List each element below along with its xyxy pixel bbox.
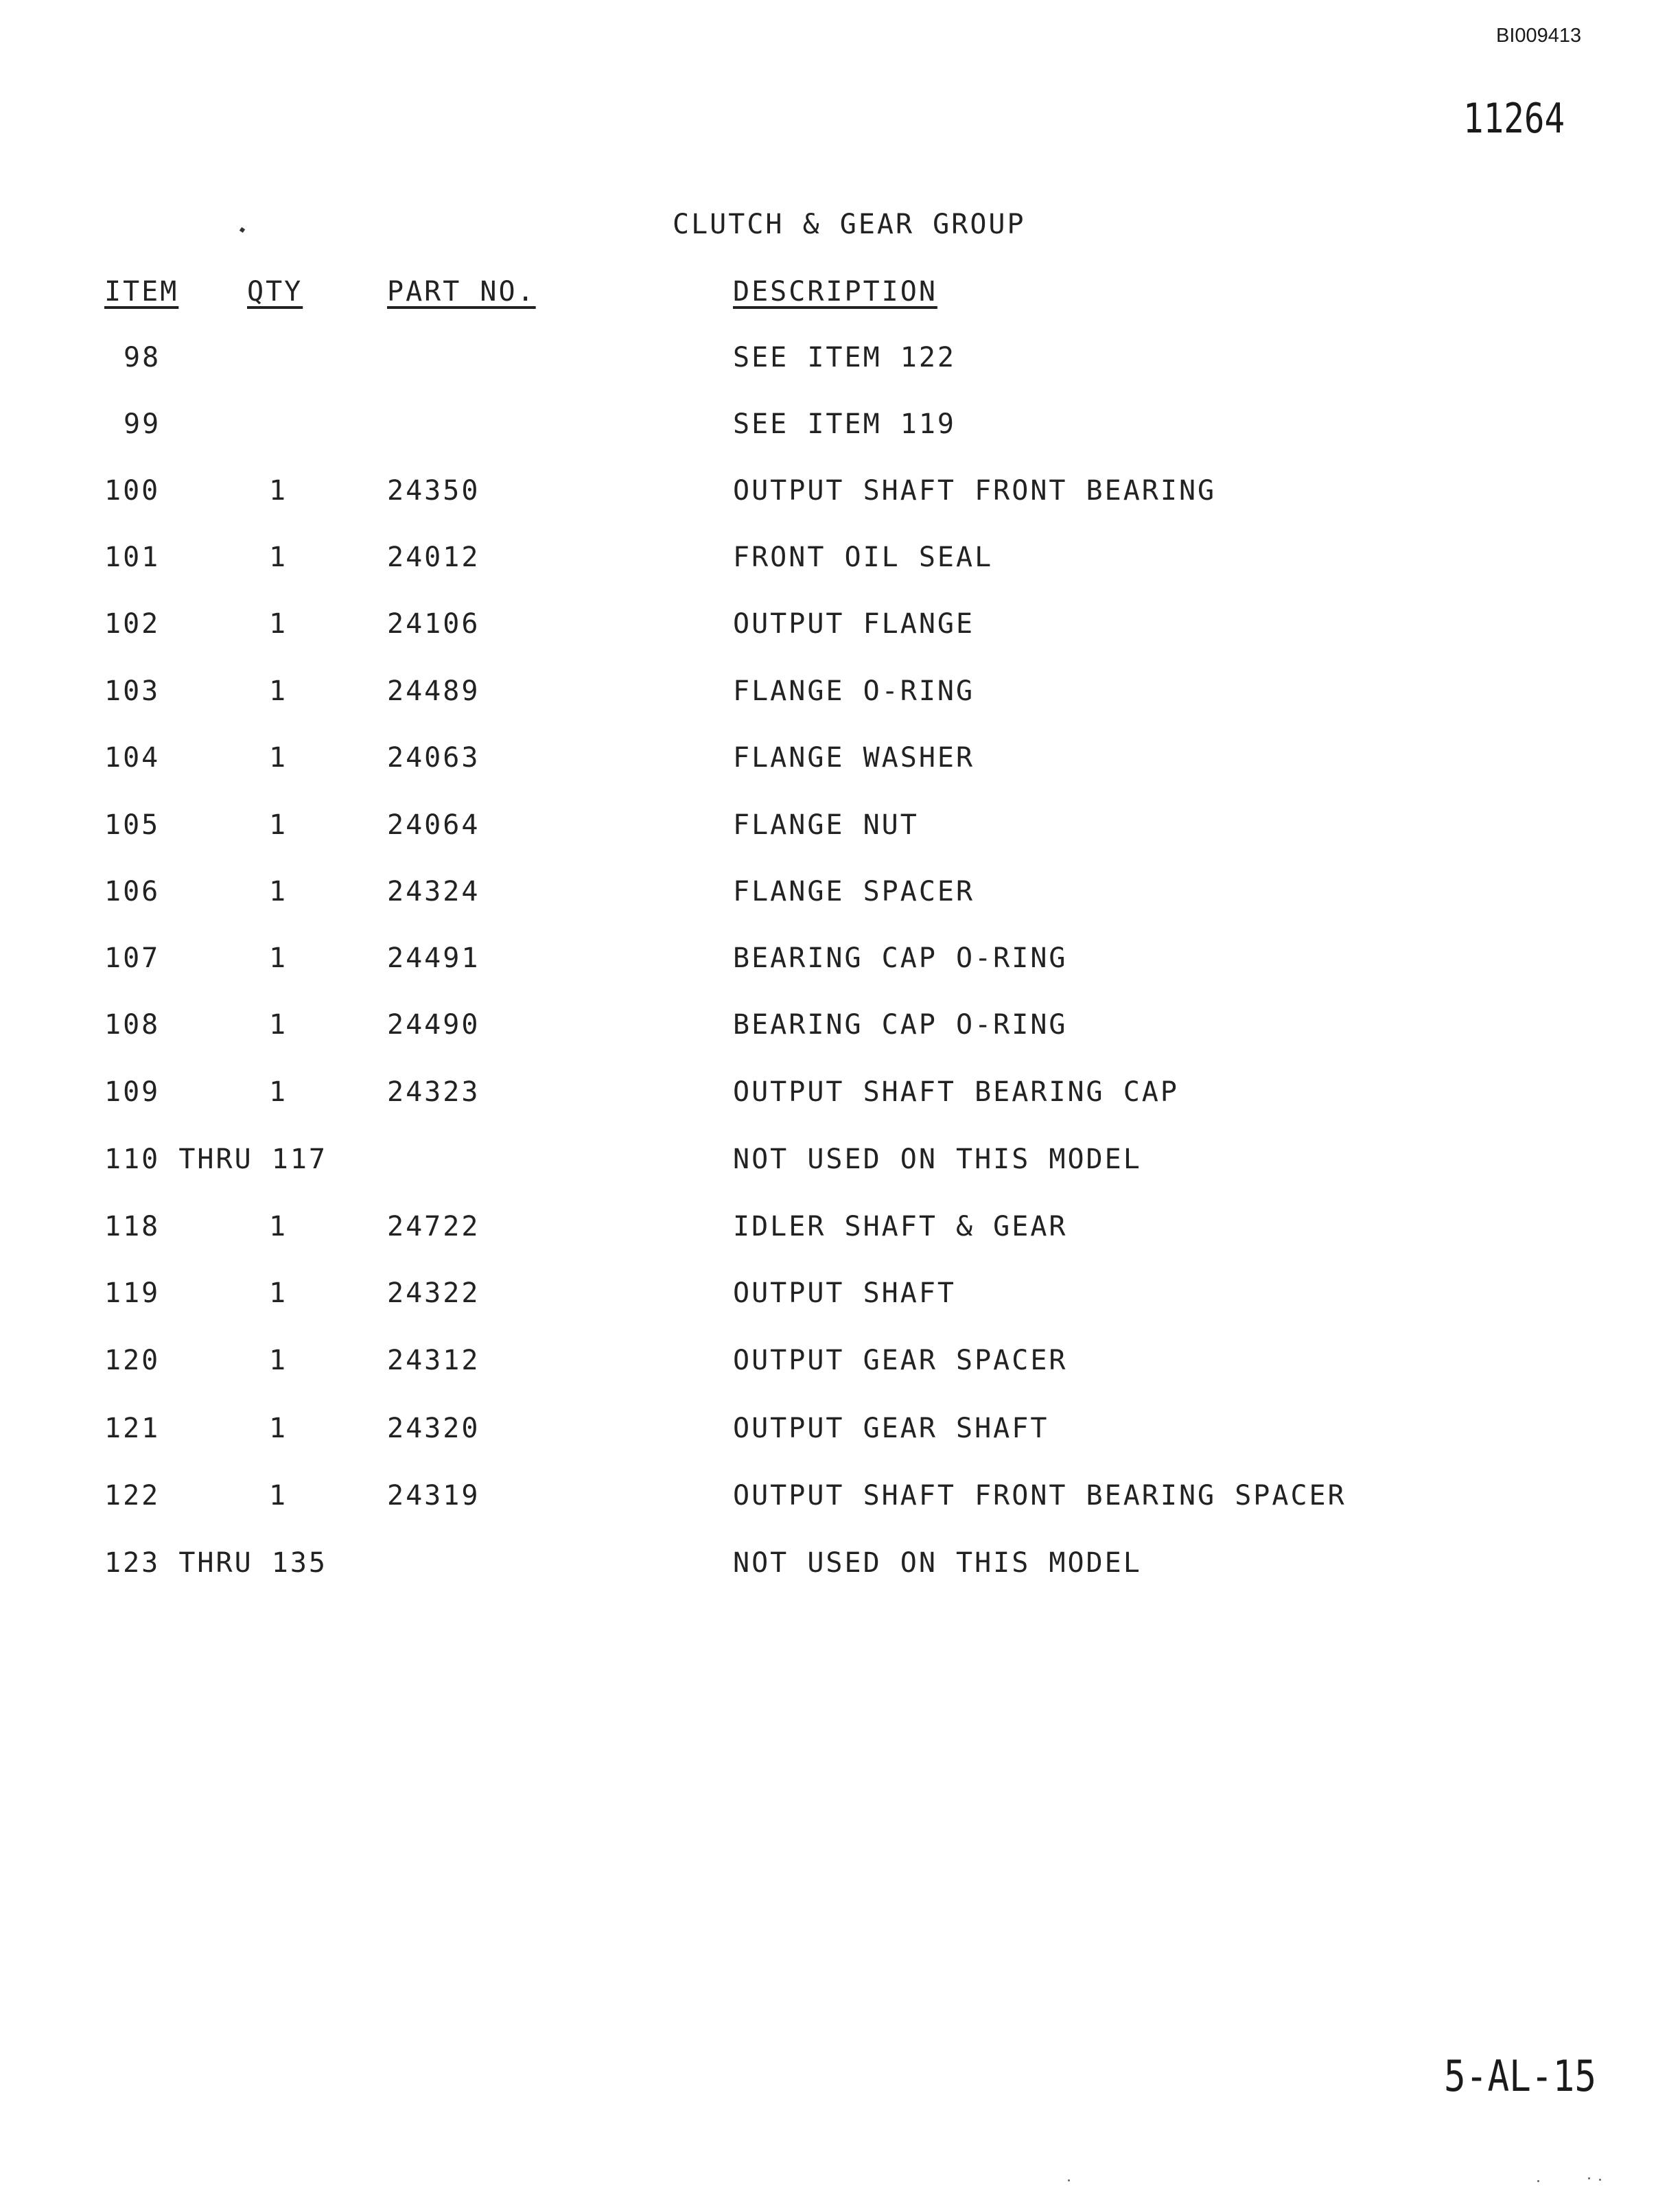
item-number: 101 [104,542,161,573]
description: FLANGE WASHER [733,742,975,774]
description: OUTPUT SHAFT FRONT BEARING SPACER [733,1480,1346,1512]
table-row [0,1076,1510,1117]
part-number: 24722 [387,1211,480,1242]
stray-mark [240,227,245,233]
description: SEE ITEM 119 [733,408,956,440]
scan-speck [1537,2180,1539,2182]
table-row [0,742,1510,783]
table-row [0,408,1510,450]
part-number: 24323 [387,1076,480,1108]
description: FLANGE O-RING [733,675,975,707]
item-number: 106 [104,876,161,907]
part-number: 24490 [387,1009,480,1041]
item-number: 123 THRU 135 [104,1547,327,1579]
quantity: 1 [269,675,288,707]
part-number: 24012 [387,542,480,573]
part-number: 24324 [387,876,480,907]
description: FLANGE SPACER [733,876,975,907]
part-number: 24320 [387,1413,480,1444]
item-number: 107 [104,942,161,974]
description: OUTPUT GEAR SHAFT [733,1413,1049,1444]
item-number: 104 [104,742,161,774]
item-number: 98 [124,342,161,373]
quantity: 1 [269,876,288,907]
item-number: 119 [104,1277,161,1309]
description: NOT USED ON THIS MODEL [733,1144,1142,1175]
section-code: 5-AL-15 [1444,2051,1597,2101]
description: BEARING CAP O-RING [733,942,1068,974]
quantity: 1 [269,1009,288,1041]
scan-speck [1599,2179,1601,2181]
column-header-item: ITEM [104,276,179,308]
quantity: 1 [269,1211,288,1242]
table-row [0,342,1510,383]
description: OUTPUT FLANGE [733,608,975,640]
part-number: 24350 [387,475,480,507]
part-number: 24063 [387,742,480,774]
item-number: 105 [104,809,161,841]
item-number: 109 [104,1076,161,1108]
table-row [0,1211,1510,1252]
quantity: 1 [269,742,288,774]
quantity: 1 [269,1345,288,1376]
table-row [0,809,1510,850]
table-row [0,1144,1510,1185]
column-header-part-no: PART NO. [387,276,536,308]
table-row [0,542,1510,583]
table-row [0,1547,1510,1588]
description: OUTPUT SHAFT BEARING CAP [733,1076,1179,1108]
description: OUTPUT SHAFT [733,1277,956,1309]
table-row [0,608,1510,649]
item-number: 103 [104,675,161,707]
part-number: 24319 [387,1480,480,1512]
quantity: 1 [269,542,288,573]
quantity: 1 [269,942,288,974]
table-row [0,876,1510,917]
description: OUTPUT GEAR SPACER [733,1345,1068,1376]
item-number: 110 THRU 117 [104,1144,327,1175]
table-row [0,1009,1510,1050]
quantity: 1 [269,475,288,507]
description: OUTPUT SHAFT FRONT BEARING [733,475,1217,507]
item-number: 120 [104,1345,161,1376]
item-number: 121 [104,1413,161,1444]
table-row [0,675,1510,717]
table-row [0,1345,1510,1386]
quantity: 1 [269,608,288,640]
page-number: 11264 [1463,95,1565,143]
part-number: 24106 [387,608,480,640]
part-number: 24312 [387,1345,480,1376]
scan-speck [1068,2179,1070,2181]
description: NOT USED ON THIS MODEL [733,1547,1142,1579]
description: FLANGE NUT [733,809,919,841]
scan-speck [1588,2177,1590,2179]
quantity: 1 [269,1076,288,1108]
description: IDLER SHAFT & GEAR [733,1211,1068,1242]
quantity: 1 [269,1413,288,1444]
description: BEARING CAP O-RING [733,1009,1068,1041]
item-number: 99 [124,408,161,440]
table-row [0,1413,1510,1454]
table-row [0,942,1510,984]
description: FRONT OIL SEAL [733,542,994,573]
part-number: 24491 [387,942,480,974]
bates-number: BI009413 [1496,25,1582,47]
table-row [0,475,1510,516]
item-number: 108 [104,1009,161,1041]
section-title: CLUTCH & GEAR GROUP [673,209,1026,240]
part-number: 24489 [387,675,480,707]
table-row [0,1277,1510,1319]
item-number: 100 [104,475,161,507]
column-header-qty: QTY [247,276,303,308]
part-number: 24322 [387,1277,480,1309]
table-row [0,1480,1510,1521]
item-number: 118 [104,1211,161,1242]
quantity: 1 [269,1277,288,1309]
quantity: 1 [269,1480,288,1512]
quantity: 1 [269,809,288,841]
item-number: 122 [104,1480,161,1512]
item-number: 102 [104,608,161,640]
part-number: 24064 [387,809,480,841]
column-header-description: DESCRIPTION [733,276,937,308]
description: SEE ITEM 122 [733,342,956,373]
